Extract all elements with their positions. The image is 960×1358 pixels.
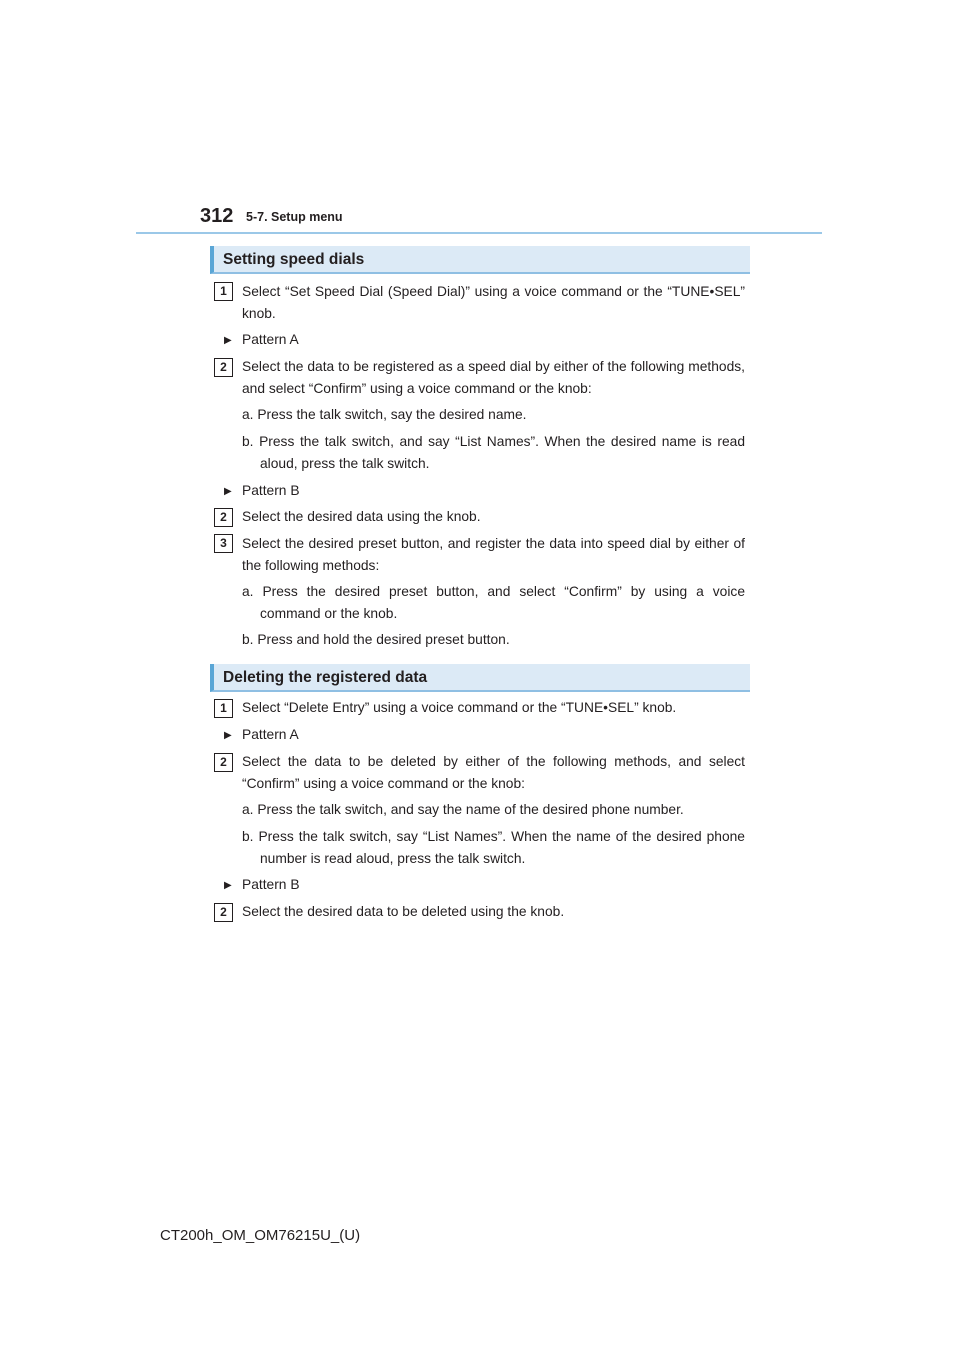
- pattern-label: ▶ Pattern B: [224, 874, 300, 897]
- section-heading-delete-data: [210, 664, 750, 692]
- step-text: Select the desired data to be deleted using the knob.: [242, 904, 565, 919]
- step-number-badge: 2: [214, 753, 233, 772]
- document-code: CT200h_OM_OM76215U_(U): [160, 1227, 361, 1244]
- triangle-right-icon: ▶: [224, 335, 232, 346]
- step-text: Select “Set Speed Dial (Speed Dial)” using a voice command or the “TUNE•SEL” knob.: [242, 284, 745, 321]
- page-number: 312: [200, 205, 234, 227]
- step-number-badge: 1: [214, 699, 233, 718]
- step-number-badge: 2: [214, 508, 233, 527]
- step-text: Select the desired preset button, and register the data into speed dial by either of the following methods:: [242, 536, 745, 573]
- triangle-right-icon: ▶: [224, 880, 232, 891]
- method-option: a. Press the talk switch, and say the name of the desired phone number.: [242, 802, 684, 817]
- method-option: b. Press the talk switch, and say “List Names”. When the desired name is read aloud, press the talk switch.: [242, 434, 745, 471]
- triangle-right-icon: ▶: [224, 486, 232, 497]
- section-heading-speed-dials: [210, 246, 750, 274]
- pattern-label: ▶ Pattern B: [224, 480, 300, 503]
- method-option: b. Press the talk switch, say “List Names”. When the name of the desired phone number is read aloud, press the talk switch.: [242, 829, 745, 866]
- pattern-label: ▶ Pattern A: [224, 329, 299, 352]
- step-number-badge: 3: [214, 534, 233, 553]
- header-divider: [136, 232, 822, 234]
- step-number-badge: 2: [214, 903, 233, 922]
- step-text: Select the desired data using the knob.: [242, 509, 481, 524]
- pattern-label: ▶ Pattern A: [224, 724, 299, 747]
- section-label: 5-7. Setup menu: [246, 210, 343, 224]
- section-title: Deleting the registered data: [223, 669, 428, 686]
- step-text: Select the data to be registered as a speed dial by either of the following methods, and select “Confirm” using a voice command or the knob:: [242, 359, 745, 396]
- section-title: Setting speed dials: [223, 251, 365, 268]
- method-option: a. Press the talk switch, say the desired name.: [242, 407, 527, 422]
- method-option: a. Press the desired preset button, and select “Confirm” by using a voice command or the knob.: [242, 584, 745, 621]
- step-number-badge: 1: [214, 282, 233, 301]
- method-option: b. Press and hold the desired preset button.: [242, 632, 510, 647]
- triangle-right-icon: ▶: [224, 730, 232, 741]
- step-number-badge: 2: [214, 358, 233, 377]
- step-text: Select the data to be deleted by either of the following methods, and select “Confirm” using a voice command or the knob:: [242, 754, 745, 791]
- step-text: Select “Delete Entry” using a voice command or the “TUNE•SEL” knob.: [242, 700, 677, 715]
